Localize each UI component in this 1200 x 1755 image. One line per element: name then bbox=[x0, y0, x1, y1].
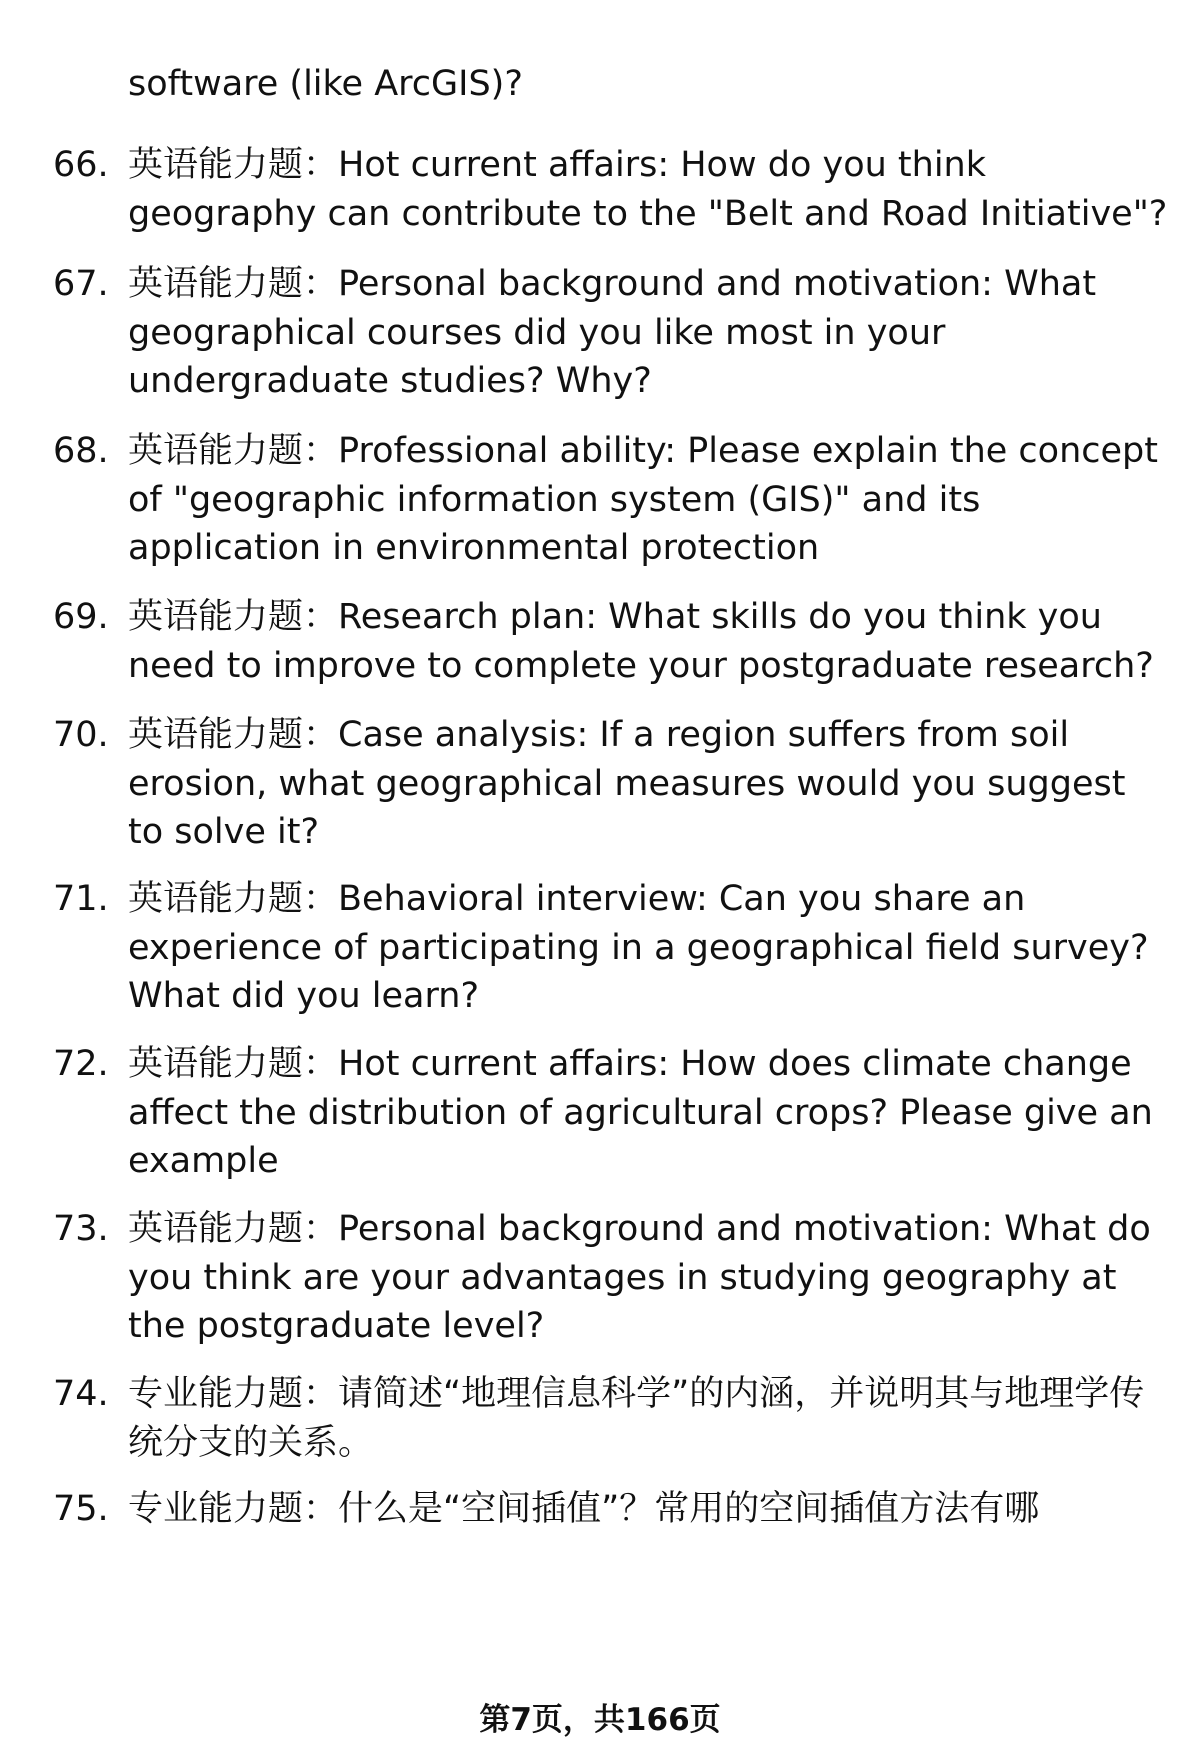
question-text: 专业能力题：请简述“地理信息科学”的内涵，并说明其与地理学传统分支的关系。 bbox=[128, 1374, 1145, 1463]
question-number: 66. bbox=[53, 145, 109, 185]
question-number: 68. bbox=[53, 431, 109, 471]
question-number: 67. bbox=[53, 264, 109, 304]
page-footer: 第7页，共166页 bbox=[479, 1702, 721, 1738]
question-text: 英语能力题：Professional ability: Please explain the concept of "geographic information system (GIS)" and its application in environmental protection bbox=[128, 431, 1158, 568]
question-text: 英语能力题：Behavioral interview: Can you share an experience of participating in a geographical field survey? What did you learn? bbox=[128, 879, 1149, 1016]
question-number: 72. bbox=[53, 1044, 109, 1084]
question-text: 英语能力题：Hot current affairs: How do you think geography can contribute to the "Belt and Road Initiative"? bbox=[128, 145, 1168, 234]
question-number: 69. bbox=[53, 597, 109, 637]
question-number: 70. bbox=[53, 715, 109, 755]
question-number: 75. bbox=[53, 1489, 109, 1529]
question-number: 74. bbox=[53, 1374, 109, 1414]
question-text: 英语能力题：Personal background and motivation: What geographical courses did you like most in your undergraduate studies? Why? bbox=[128, 264, 1097, 401]
question-text: 英语能力题：Personal background and motivation: What do you think are your advantages in studying geography at the postgraduate level? bbox=[128, 1209, 1151, 1346]
question-number: 73. bbox=[53, 1209, 109, 1249]
continuation-text: software (like ArcGIS)? bbox=[128, 64, 523, 104]
question-text: 英语能力题：Research plan: What skills do you think you need to improve to complete your postgraduate research? bbox=[128, 597, 1154, 686]
question-text: 专业能力题：什么是“空间插值”？常用的空间插值方法有哪 bbox=[128, 1489, 1040, 1529]
question-text: 英语能力题：Case analysis: If a region suffers from soil erosion, what geographical measures would you suggest to solve it? bbox=[128, 715, 1126, 852]
question-number: 71. bbox=[53, 879, 109, 919]
question-text: 英语能力题：Hot current affairs: How does climate change affect the distribution of agricultural crops? Please give an example bbox=[128, 1044, 1153, 1181]
